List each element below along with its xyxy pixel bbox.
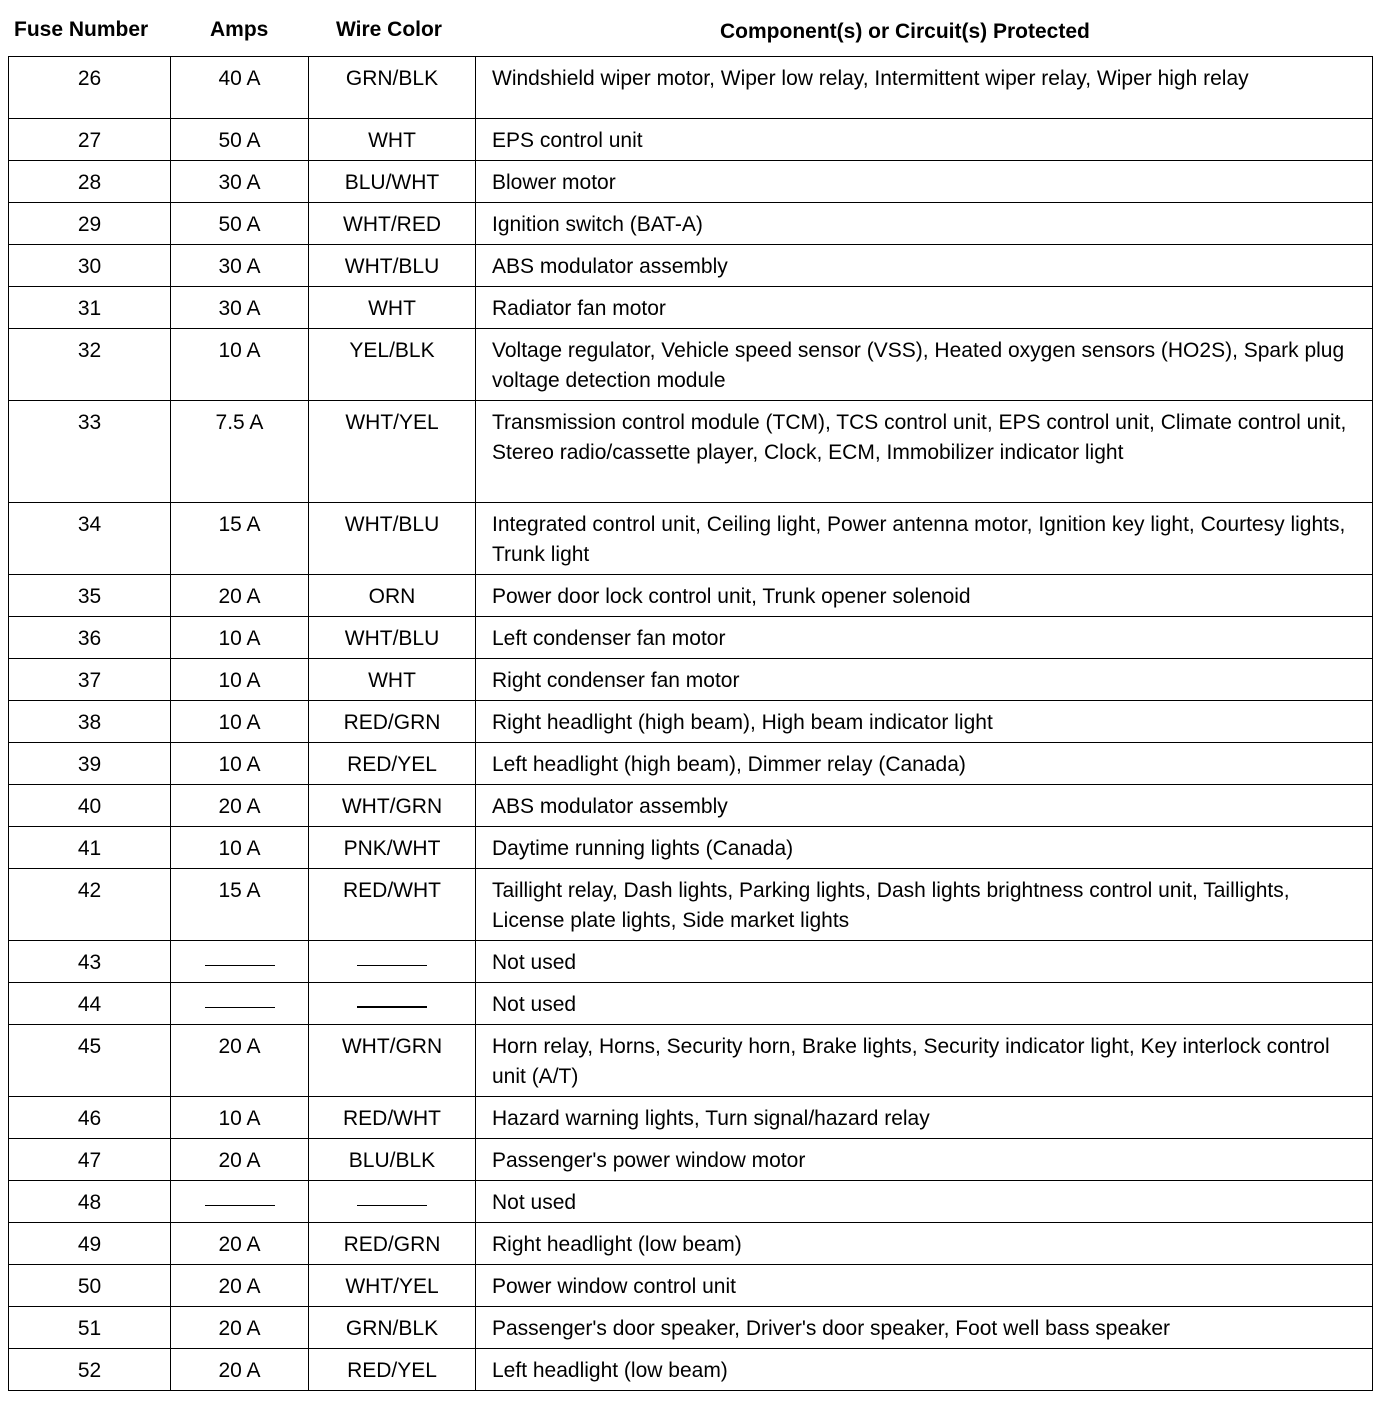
wire-color-cell-text: BLU/WHT (344, 171, 440, 194)
table-row (9, 1139, 1373, 1181)
wire-color-cell (309, 575, 476, 617)
amps-cell (171, 161, 309, 203)
wire-color-cell-text: WHT/BLU (344, 627, 440, 650)
fuse-number-cell (9, 287, 171, 329)
wire-color-cell (309, 203, 476, 245)
not-used-dash (205, 965, 275, 966)
fuse-number-cell-text: 29 (77, 213, 102, 236)
header-components: Component(s) or Circuit(s) Protected (720, 20, 1090, 43)
amps-cell-text: 10 A (218, 837, 261, 860)
not-used-dash (205, 1007, 275, 1008)
fuse-number-cell (9, 1265, 171, 1307)
amps-cell (171, 1349, 309, 1391)
table-row (9, 827, 1373, 869)
wire-color-cell-text: GRN/BLK (345, 1317, 439, 1340)
wire-color-cell (309, 1265, 476, 1307)
component-cell-text: Horn relay, Horns, Security horn, Brake lights, Security indicator light, Key interlock control unit (A/T) (492, 1035, 1330, 1088)
fuse-number-cell-text: 51 (77, 1317, 102, 1340)
amps-cell-text: 10 A (218, 1107, 261, 1130)
wire-color-cell-text: WHT/GRN (341, 795, 443, 818)
amps-cell-text: 10 A (218, 627, 261, 650)
wire-color-cell (309, 1307, 476, 1349)
amps-cell-text: 20 A (218, 1035, 261, 1058)
fuse-number-cell-text: 33 (77, 411, 102, 434)
component-cell-text: Right headlight (low beam) (492, 1233, 742, 1256)
fuse-number-cell (9, 1349, 171, 1391)
amps-cell-text: 10 A (218, 669, 261, 692)
component-cell-text: Radiator fan motor (492, 297, 666, 320)
fuse-number-cell (9, 983, 171, 1025)
table-row (9, 575, 1373, 617)
fuse-number-cell-text: 42 (77, 879, 102, 902)
fuse-number-cell-text: 32 (77, 339, 102, 362)
table-row (9, 983, 1373, 1025)
component-cell-text: ABS modulator assembly (492, 795, 728, 818)
fuse-number-cell (9, 503, 171, 575)
fuse-number-cell (9, 1223, 171, 1265)
component-cell (476, 1265, 1373, 1307)
amps-cell-text: 15 A (218, 513, 261, 536)
amps-cell-text: 10 A (218, 753, 261, 776)
wire-color-cell (309, 1181, 476, 1223)
component-cell (476, 1139, 1373, 1181)
wire-color-cell-text: WHT/BLU (344, 513, 440, 536)
amps-cell-text: 20 A (218, 1149, 261, 1172)
table-row (9, 1223, 1373, 1265)
amps-cell (171, 785, 309, 827)
component-cell-text: Windshield wiper motor, Wiper low relay, Intermittent wiper relay, Wiper high relay (492, 67, 1249, 90)
amps-cell (171, 1181, 309, 1223)
fuse-number-cell-text: 52 (77, 1359, 102, 1382)
amps-cell (171, 287, 309, 329)
amps-cell (171, 659, 309, 701)
component-cell (476, 617, 1373, 659)
amps-cell-text: 15 A (218, 879, 261, 902)
wire-color-cell-text: WHT (368, 129, 416, 152)
fuse-number-cell (9, 329, 171, 401)
fuse-number-cell (9, 1139, 171, 1181)
amps-cell-text: 50 A (218, 213, 261, 236)
component-cell-text: Power door lock control unit, Trunk opener solenoid (492, 585, 971, 608)
fuse-number-cell-text: 37 (77, 669, 102, 692)
fuse-number-cell (9, 245, 171, 287)
wire-color-cell-text: WHT/YEL (345, 411, 439, 434)
component-cell-text: Blower motor (492, 171, 616, 194)
table-row (9, 785, 1373, 827)
wire-color-cell (309, 1139, 476, 1181)
component-cell-text: ABS modulator assembly (492, 255, 728, 278)
amps-cell (171, 119, 309, 161)
fuse-number-cell-text: 26 (77, 67, 102, 90)
fuse-number-cell-text: 49 (77, 1233, 102, 1256)
component-cell (476, 1349, 1373, 1391)
component-cell (476, 119, 1373, 161)
component-cell (476, 1307, 1373, 1349)
fuse-number-cell (9, 941, 171, 983)
fuse-number-cell (9, 701, 171, 743)
amps-cell (171, 57, 309, 119)
component-cell (476, 1181, 1373, 1223)
amps-cell-text: 10 A (218, 711, 261, 734)
table-row (9, 119, 1373, 161)
table-row (9, 1181, 1373, 1223)
table-row (9, 57, 1373, 119)
amps-cell (171, 1307, 309, 1349)
fuse-number-cell (9, 1181, 171, 1223)
amps-cell-text: 7.5 A (215, 411, 264, 434)
fuse-number-cell (9, 161, 171, 203)
fuse-number-cell (9, 119, 171, 161)
wire-color-cell (309, 743, 476, 785)
fuse-number-cell-text: 47 (77, 1149, 102, 1172)
wire-color-cell-text: YEL/BLK (349, 339, 435, 362)
table-row (9, 1097, 1373, 1139)
component-cell (476, 329, 1373, 401)
component-cell (476, 785, 1373, 827)
table-row (9, 701, 1373, 743)
component-cell-text: Left condenser fan motor (492, 627, 726, 650)
component-cell (476, 941, 1373, 983)
amps-cell (171, 1139, 309, 1181)
amps-cell-text: 20 A (218, 795, 261, 818)
amps-cell (171, 1097, 309, 1139)
wire-color-cell-text: WHT (368, 297, 416, 320)
fuse-number-cell (9, 827, 171, 869)
amps-cell-text: 20 A (218, 1359, 261, 1382)
component-cell-text: Ignition switch (BAT-A) (492, 213, 703, 236)
wire-color-cell (309, 161, 476, 203)
component-cell (476, 161, 1373, 203)
fuse-number-cell (9, 575, 171, 617)
table-row (9, 203, 1373, 245)
fuse-number-cell (9, 57, 171, 119)
not-used-dash (357, 1006, 427, 1008)
fuse-number-cell (9, 659, 171, 701)
wire-color-cell (309, 1223, 476, 1265)
wire-color-cell (309, 1025, 476, 1097)
wire-color-cell (309, 983, 476, 1025)
component-cell-text: Not used (492, 951, 577, 974)
amps-cell-text: 20 A (218, 1317, 261, 1340)
component-cell-text: Daytime running lights (Canada) (492, 837, 794, 860)
table-row (9, 1349, 1373, 1391)
component-cell (476, 743, 1373, 785)
component-cell-text: Right headlight (high beam), High beam indicator light (492, 711, 993, 734)
wire-color-cell-text: GRN/BLK (345, 67, 439, 90)
wire-color-cell (309, 827, 476, 869)
wire-color-cell (309, 245, 476, 287)
component-cell-text: Voltage regulator, Vehicle speed sensor (VSS), Heated oxygen sensors (HO2S), Spark plug voltage detection module (492, 339, 1345, 392)
wire-color-cell-text: RED/WHT (343, 879, 441, 902)
table-row (9, 1025, 1373, 1097)
fuse-number-cell-text: 43 (77, 951, 102, 974)
wire-color-cell-text: RED/GRN (343, 1233, 441, 1256)
wire-color-cell-text: PNK/WHT (343, 837, 441, 860)
header-amps: Amps (210, 18, 269, 41)
fuse-number-cell (9, 401, 171, 503)
header-fuse-number: Fuse Number (14, 18, 149, 41)
amps-cell (171, 941, 309, 983)
fuse-table-body (9, 57, 1373, 1391)
table-row (9, 401, 1373, 503)
wire-color-cell (309, 401, 476, 503)
amps-cell-text: 20 A (218, 585, 261, 608)
component-cell (476, 203, 1373, 245)
wire-color-cell (309, 503, 476, 575)
component-cell-text: EPS control unit (492, 129, 643, 152)
fuse-number-cell-text: 35 (77, 585, 102, 608)
table-row (9, 245, 1373, 287)
wire-color-cell-text: ORN (368, 585, 416, 608)
component-cell-text: Not used (492, 993, 577, 1016)
component-cell (476, 287, 1373, 329)
fuse-number-cell-text: 28 (77, 171, 102, 194)
wire-color-cell-text: RED/YEL (347, 753, 437, 776)
table-row (9, 329, 1373, 401)
component-cell (476, 245, 1373, 287)
fuse-number-cell-text: 41 (77, 837, 102, 860)
component-cell (476, 701, 1373, 743)
amps-cell (171, 743, 309, 785)
fuse-number-cell-text: 30 (77, 255, 102, 278)
amps-cell (171, 1025, 309, 1097)
fuse-number-cell-text: 27 (77, 129, 102, 152)
component-cell-text: Passenger's power window motor (492, 1149, 806, 1172)
fuse-number-cell-text: 34 (77, 513, 102, 536)
table-row (9, 287, 1373, 329)
table-row (9, 659, 1373, 701)
component-cell (476, 1097, 1373, 1139)
component-cell (476, 1025, 1373, 1097)
fuse-number-cell-text: 50 (77, 1275, 102, 1298)
component-cell-text: Integrated control unit, Ceiling light, Power antenna motor, Ignition key light, Courtesy lights, Trunk light (492, 513, 1346, 566)
component-cell-text: Right condenser fan motor (492, 669, 740, 692)
wire-color-cell-text: WHT/YEL (345, 1275, 439, 1298)
component-cell-text: Left headlight (low beam) (492, 1359, 728, 1382)
component-cell (476, 1223, 1373, 1265)
fuse-number-cell (9, 1097, 171, 1139)
component-cell-text: Hazard warning lights, Turn signal/hazard relay (492, 1107, 930, 1130)
table-row (9, 503, 1373, 575)
fuse-number-cell-text: 44 (77, 993, 102, 1016)
wire-color-cell (309, 119, 476, 161)
amps-cell-text: 30 A (218, 171, 261, 194)
amps-cell (171, 245, 309, 287)
fuse-number-cell-text: 40 (77, 795, 102, 818)
fuse-number-cell-text: 45 (77, 1035, 102, 1058)
amps-cell (171, 869, 309, 941)
fuse-number-cell (9, 203, 171, 245)
table-row (9, 869, 1373, 941)
table-row (9, 1307, 1373, 1349)
wire-color-cell (309, 617, 476, 659)
component-cell-text: Left headlight (high beam), Dimmer relay (Canada) (492, 753, 966, 776)
not-used-dash (205, 1205, 275, 1206)
amps-cell (171, 401, 309, 503)
fuse-number-cell-text: 38 (77, 711, 102, 734)
amps-cell (171, 203, 309, 245)
wire-color-cell (309, 1349, 476, 1391)
component-cell (476, 983, 1373, 1025)
fuse-number-cell-text: 46 (77, 1107, 102, 1130)
fuse-table (8, 56, 1373, 1391)
wire-color-cell (309, 869, 476, 941)
wire-color-cell-text: WHT (368, 669, 416, 692)
wire-color-cell (309, 941, 476, 983)
wire-color-cell-text: RED/WHT (343, 1107, 441, 1130)
wire-color-cell-text: BLU/BLK (348, 1149, 436, 1172)
amps-cell-text: 30 A (218, 255, 261, 278)
component-cell-text: Not used (492, 1191, 577, 1214)
component-cell (476, 57, 1373, 119)
not-used-dash (357, 965, 427, 966)
amps-cell (171, 1223, 309, 1265)
component-cell (476, 659, 1373, 701)
header-wire-color: Wire Color (336, 18, 442, 41)
amps-cell (171, 617, 309, 659)
wire-color-cell (309, 329, 476, 401)
wire-color-cell-text: RED/YEL (347, 1359, 437, 1382)
component-cell-text: Taillight relay, Dash lights, Parking lights, Dash lights brightness control unit, Taillights, License plate lights, Side market lights (492, 879, 1290, 932)
fuse-number-cell (9, 1307, 171, 1349)
fuse-number-cell (9, 617, 171, 659)
fuse-number-cell-text: 31 (77, 297, 102, 320)
fuse-number-cell-text: 39 (77, 753, 102, 776)
component-cell (476, 575, 1373, 617)
fuse-number-cell (9, 869, 171, 941)
wire-color-cell-text: WHT/BLU (344, 255, 440, 278)
wire-color-cell (309, 659, 476, 701)
table-row (9, 161, 1373, 203)
component-cell (476, 827, 1373, 869)
component-cell-text: Passenger's door speaker, Driver's door speaker, Foot well bass speaker (492, 1317, 1171, 1340)
fuse-number-cell (9, 785, 171, 827)
amps-cell (171, 701, 309, 743)
amps-cell-text: 30 A (218, 297, 261, 320)
amps-cell (171, 983, 309, 1025)
not-used-dash (357, 1205, 427, 1206)
wire-color-cell-text: WHT/RED (343, 213, 441, 236)
amps-cell-text: 20 A (218, 1275, 261, 1298)
amps-cell-text: 10 A (218, 339, 261, 362)
wire-color-cell (309, 1097, 476, 1139)
component-cell-text: Transmission control module (TCM), TCS control unit, EPS control unit, Climate control unit, Stereo radio/cassette player, Clock, ECM, Immobilizer indicator light (492, 411, 1347, 464)
wire-color-cell-text: WHT/GRN (341, 1035, 443, 1058)
amps-cell (171, 329, 309, 401)
component-cell (476, 869, 1373, 941)
component-cell (476, 401, 1373, 503)
fuse-number-cell (9, 743, 171, 785)
table-row (9, 743, 1373, 785)
amps-cell (171, 827, 309, 869)
component-cell-text: Power window control unit (492, 1275, 736, 1298)
wire-color-cell-text: RED/GRN (343, 711, 441, 734)
amps-cell (171, 575, 309, 617)
amps-cell-text: 40 A (218, 67, 261, 90)
table-row (9, 617, 1373, 659)
table-row (9, 1265, 1373, 1307)
wire-color-cell (309, 785, 476, 827)
amps-cell-text: 50 A (218, 129, 261, 152)
amps-cell (171, 1265, 309, 1307)
table-row (9, 941, 1373, 983)
fuse-number-cell-text: 48 (77, 1191, 102, 1214)
wire-color-cell (309, 57, 476, 119)
amps-cell (171, 503, 309, 575)
wire-color-cell (309, 287, 476, 329)
fuse-number-cell-text: 36 (77, 627, 102, 650)
component-cell (476, 503, 1373, 575)
fuse-number-cell (9, 1025, 171, 1097)
wire-color-cell (309, 701, 476, 743)
amps-cell-text: 20 A (218, 1233, 261, 1256)
